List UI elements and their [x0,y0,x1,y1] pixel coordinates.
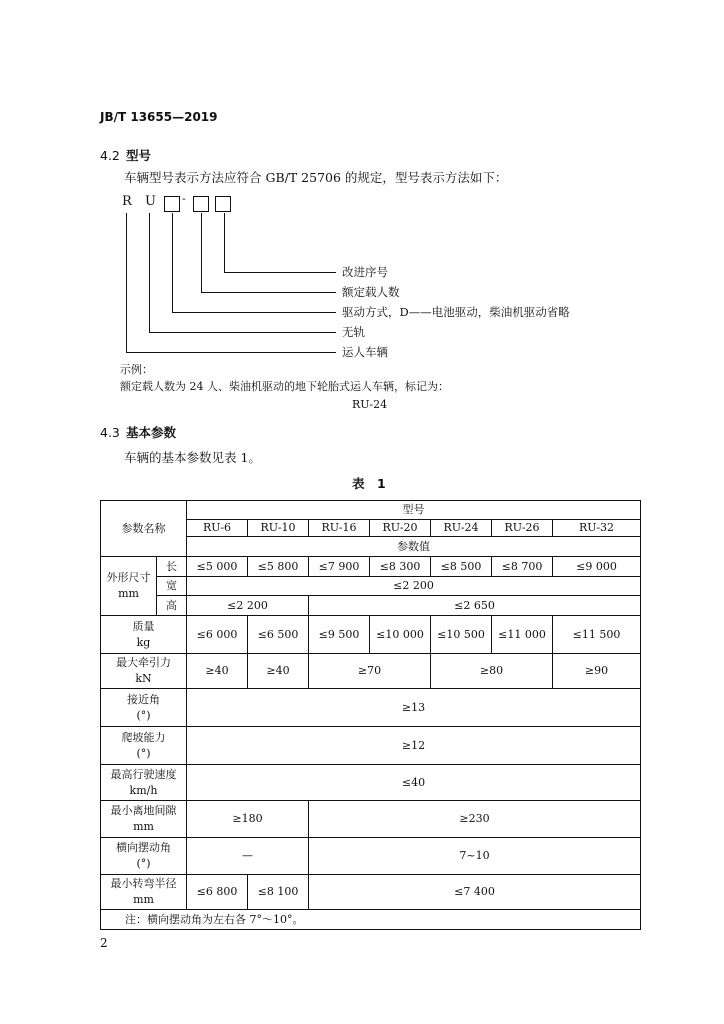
climb-row [101,727,641,765]
leader-line [126,213,127,352]
row-name: 爬坡能力 [121,730,166,744]
example-code: RU-24 [352,398,388,411]
label-capacity: 额定载人数 [342,285,400,299]
leader-line [201,292,336,293]
page-number: 2 [100,936,108,950]
model-header: 型号 [187,501,641,520]
example-text: 额定载人数为 24 人、柴油机驱动的地下轮胎式运人车辆，标记为： [120,380,449,393]
table-cell: ≤2 200 [187,596,309,616]
row-unit: mm [133,820,154,833]
row-name-cell [101,654,187,689]
leader-line [126,352,336,353]
model-cell: RU-10 [248,520,309,537]
table-cell: ≥40 [248,654,309,689]
table-cell: ≤7 900 [309,557,370,577]
model-cell: RU-32 [553,520,641,537]
leader-line [224,213,225,272]
param-name-header: 参数名称 [101,501,187,557]
table-cell: 7~10 [309,838,641,875]
row-name-cell [101,765,187,801]
table-cell: ≥90 [553,654,641,689]
row-name: 最小离地间隙 [110,804,177,817]
table-cell: ≤7 400 [309,875,641,910]
traction-row [101,654,641,689]
row-name: 接近角 [127,692,160,706]
table-cell: ≥13 [187,689,641,727]
row-unit: (°) [136,746,151,760]
standard-code: JB/T 13655—2019 [100,110,218,124]
model-cell: RU-16 [309,520,370,537]
code-dash: - [182,192,186,205]
label-revision: 改进序号 [342,265,388,279]
height-label: 高 [157,596,187,616]
table-cell: ≤10 500 [431,616,492,654]
table-cell: ≤8 500 [431,557,492,577]
row-name: 最大牵引力 [116,656,171,669]
approach-row [101,689,641,727]
table-cell: ≥40 [187,654,248,689]
leader-line [149,213,150,332]
length-row [101,557,641,577]
label-trackless: 无轨 [342,325,365,339]
code-letter-u: U [145,194,156,209]
table-cell: ≤5 800 [248,557,309,577]
label-passenger-vehicle: 运人车辆 [342,345,388,359]
table-cell: ≥12 [187,727,641,765]
table-cell: ≤11 000 [492,616,553,654]
row-name: 质量 [132,619,155,633]
dims-name-cell [101,557,157,616]
section-4-2-heading [100,146,151,164]
code-box-capacity [193,196,209,212]
mass-row [101,616,641,654]
speed-row [101,765,641,801]
model-cell: RU-6 [187,520,248,537]
table-cell: ≤8 300 [370,557,431,577]
table-cell: ≥180 [187,801,309,838]
table-cell: ≥230 [309,801,641,838]
leader-line [149,332,336,333]
section-number: 4.2 [100,148,120,163]
parameters-table [100,500,641,930]
code-box-drive [164,196,180,212]
section-title: 型号 [126,148,152,163]
leader-line [201,213,202,292]
section-title: 基本参数 [126,425,177,440]
model-cell: RU-20 [370,520,431,537]
leader-line [172,213,173,312]
clearance-row [101,801,641,838]
dims-name: 外形尺寸 [106,571,151,584]
row-unit: kg [136,635,151,649]
table-cell: ≤9 500 [309,616,370,654]
table-cell: ≤10 000 [370,616,431,654]
swing-row [101,838,641,875]
dims-unit: mm [118,587,139,600]
table-cell: ≥80 [431,654,553,689]
table-cell: ≤6 000 [187,616,248,654]
table-cell: ≤9 000 [553,557,641,577]
row-unit: kN [135,672,152,685]
code-box-revision [215,196,231,212]
table-cell: ≤6 500 [248,616,309,654]
model-intro-text: 车辆型号表示方法应符合 GB/T 25706 的规定，型号表示方法如下： [124,170,508,185]
row-unit: (°) [136,857,151,870]
row-name: 最高行驶速度 [110,767,177,781]
section-number: 4.3 [100,425,120,440]
row-unit: (°) [136,708,151,722]
model-cell: RU-26 [492,520,553,537]
table-cell: ≤11 500 [553,616,641,654]
row-name: 横向摆动角 [116,841,171,854]
code-letter-r: R [122,194,132,209]
row-unit: mm [133,893,154,906]
table-cell: ≤8 700 [492,557,553,577]
table-note: 注：横向摆动角为左右各 7°～10°。 [101,910,641,930]
table-cell: ≤5 000 [187,557,248,577]
table-cell: ≥70 [309,654,431,689]
note-row [101,910,641,930]
table-cell: ≤8 100 [248,875,309,910]
row-name-cell [101,689,187,727]
table-header-row [101,501,641,520]
row-unit: km/h [129,783,158,797]
row-name-cell [101,616,187,654]
row-name-cell [101,875,187,910]
row-name-cell [101,801,187,838]
label-drive-mode: 驱动方式，D——电池驱动，柴油机驱动省略 [342,305,570,319]
table-title: 表 1 [352,476,386,491]
section-4-3-heading [100,423,176,441]
model-cell: RU-24 [431,520,492,537]
leader-line [224,272,336,273]
width-row [101,577,641,596]
table-cell: ≤2 200 [187,577,641,596]
example-label: 示例： [120,363,153,376]
row-name: 最小转弯半径 [110,877,177,890]
turning-row [101,875,641,910]
row-name-cell [101,838,187,875]
height-row [101,596,641,616]
width-label: 宽 [157,577,187,596]
length-label: 长 [157,557,187,577]
table-cell: ≤40 [187,765,641,801]
table-cell: ≤6 800 [187,875,248,910]
table-cell: — [187,838,309,875]
value-header: 参数值 [187,537,641,557]
params-intro-text: 车辆的基本参数见表 1。 [124,450,261,465]
table-cell: ≤2 650 [309,596,641,616]
leader-line [172,312,336,313]
row-name-cell [101,727,187,765]
